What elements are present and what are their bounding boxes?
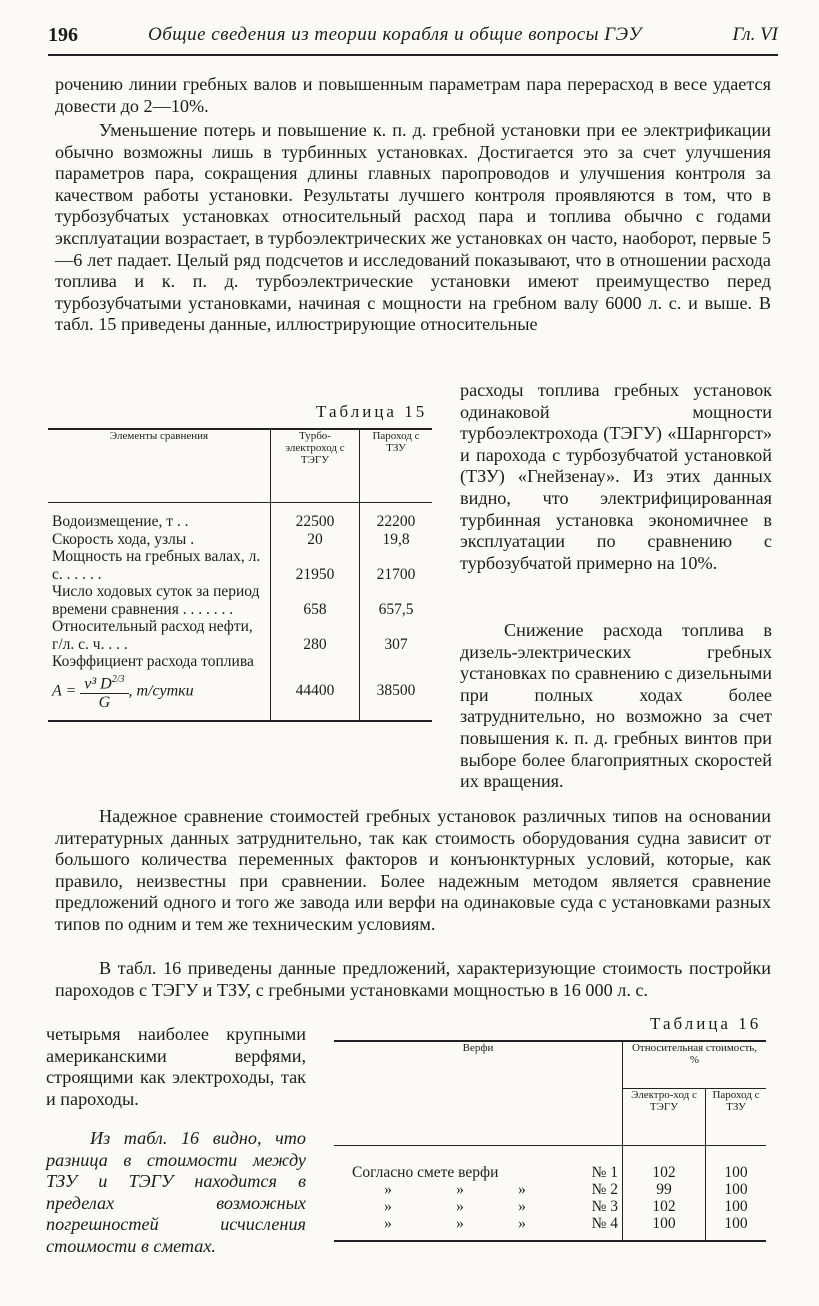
- table-row: Согласно смете верфи № 1 102 100: [334, 1146, 766, 1182]
- paragraph-7: четырьмя наиболее крупными американскими верфями, строящими как электроходы, так и пароходы.: [46, 1024, 306, 1109]
- fuel-coefficient-formula: A = $\frac{v^3 D^{2/3}}{G}$ , т/сутки: [48, 671, 271, 721]
- table-row: » » » № 2 99 100: [334, 1181, 766, 1198]
- table-15-header-tegu: Турбо-электроход с ТЭГУ: [271, 429, 360, 503]
- paragraph-5: Надежное сравнение стоимостей гребных установок различных типов на основании литературных данных затруднительно, так как стоимость оборудования судна зависит от большого количества переменных факторов и конъюнктурных условий, которые, как правило, неизвестны при сравнении. Более надежным методом является сравнение предложений одного и того же завода или верфи на одинаковые суда с установками разных типов по одним и тем же техническим условиям.: [55, 806, 771, 934]
- running-title: Общие сведения из теории корабля и общие вопросы ГЭУ: [148, 24, 642, 45]
- table-15: [48, 428, 432, 722]
- table-15-header-elements: Элементы сравнения: [48, 429, 271, 503]
- table-row: Водоизмещение, т . . 22500 22200: [48, 503, 432, 531]
- table-row: Относительный расход нефти, г/л. с. ч. . . . 280 307: [52, 618, 408, 653]
- paragraph-6: В табл. 16 приведены данные предложений, характеризующие стоимость постройки пароходов с ТЭГУ и ТЗУ, с гребными установками мощностью в 16 000 л. с.: [55, 958, 771, 1000]
- page-number: 196: [48, 24, 78, 46]
- table-15-header-tzu: Пароход с ТЗУ: [360, 429, 433, 503]
- paragraph-3: расходы топлива гребных установок одинаковой мощности турбоэлектрохода (ТЭГУ) «Шарнгорст» и парохода с турбозубчатой установкой (ТЗУ) «Гнейзенау». Из этих данных видно, что электрифицированная турбинная установка экономичнее в эксплуатации по сравнению с турбозубчатой примерно на 10%.: [460, 380, 772, 573]
- table-row: A = $\frac{v^3 D^{2/3}}{G}$ , т/сутки 44400 38500: [48, 671, 432, 721]
- chapter-label: Гл. VI: [732, 24, 778, 45]
- table-16-header-electro: Электро-ход с ТЭГУ: [623, 1089, 706, 1146]
- table-row: » » » № 3 102 100: [334, 1198, 766, 1215]
- table-row: Число ходовых суток за период времени сравнения . . . . . . . 658 657,5: [52, 583, 414, 618]
- table-row: » » » № 4 100 100: [334, 1215, 766, 1241]
- paragraph-8: Из табл. 16 видно, что разница в стоимости между ТЗУ и ТЭГУ находится в пределах возможных погрешностей исчисления стоимости в сметах.: [46, 1128, 306, 1256]
- table-row: Коэффициент расхода топлива: [48, 653, 432, 671]
- table-row: Мощность на гребных валах, л. с. . . . . . 21950 21700: [52, 548, 416, 583]
- paragraph-4: Снижение расхода топлива в дизель-электрических гребных установках по сравнению с дизельными при полных ходах более затруднительно, но возможно за счет повышения к. п. д. гребных винтов при выборе более благоприятных скоростей их вращения.: [460, 620, 772, 792]
- table-16: [334, 1040, 766, 1242]
- paragraph-2: Уменьшение потерь и повышение к. п. д. гребной установки при ее электрификации обычно возможны лишь в турбинных установках. Достигается это за счет улучшения параметров пара, сокращения длины главных паропроводов и улучшения контроля за качеством работы установки. Результаты лучшего контроля проявляются в том, что в турбозубчатых установках относительный расход пара и топлива обычно с годами эксплуатации возрастает, в турбоэлектрических же установках он часто, наоборот, первые 5—6 лет падает. Целый ряд подсчетов и исследований показывают, что в отношении расхода топлива и к. п. д. турбоэлектрические установки имеют преимущество перед турбозубчатыми установками, начиная с мощности на гребном валу 6000 л. с. и выше. В табл. 15 приведены данные, иллюстрирующие относительные: [55, 120, 771, 335]
- paragraph-1: рочению линии гребных валов и повышенным параметрам пара перерасход в весе удается довести до 2—10%.: [55, 74, 771, 116]
- header-rule: [48, 54, 778, 56]
- table-16-caption: Таблица 16: [650, 1014, 762, 1033]
- page-header: [48, 24, 778, 52]
- table-row: Скорость хода, узлы . 20 19,8: [52, 530, 410, 548]
- table-15-caption: Таблица 15: [316, 402, 428, 421]
- table-16-header-yards: Верфи: [334, 1041, 623, 1146]
- table-16-header-steamer: Пароход с ТЗУ: [706, 1089, 767, 1146]
- table-16-header-relative-cost: Относительная стоимость, %: [623, 1041, 767, 1089]
